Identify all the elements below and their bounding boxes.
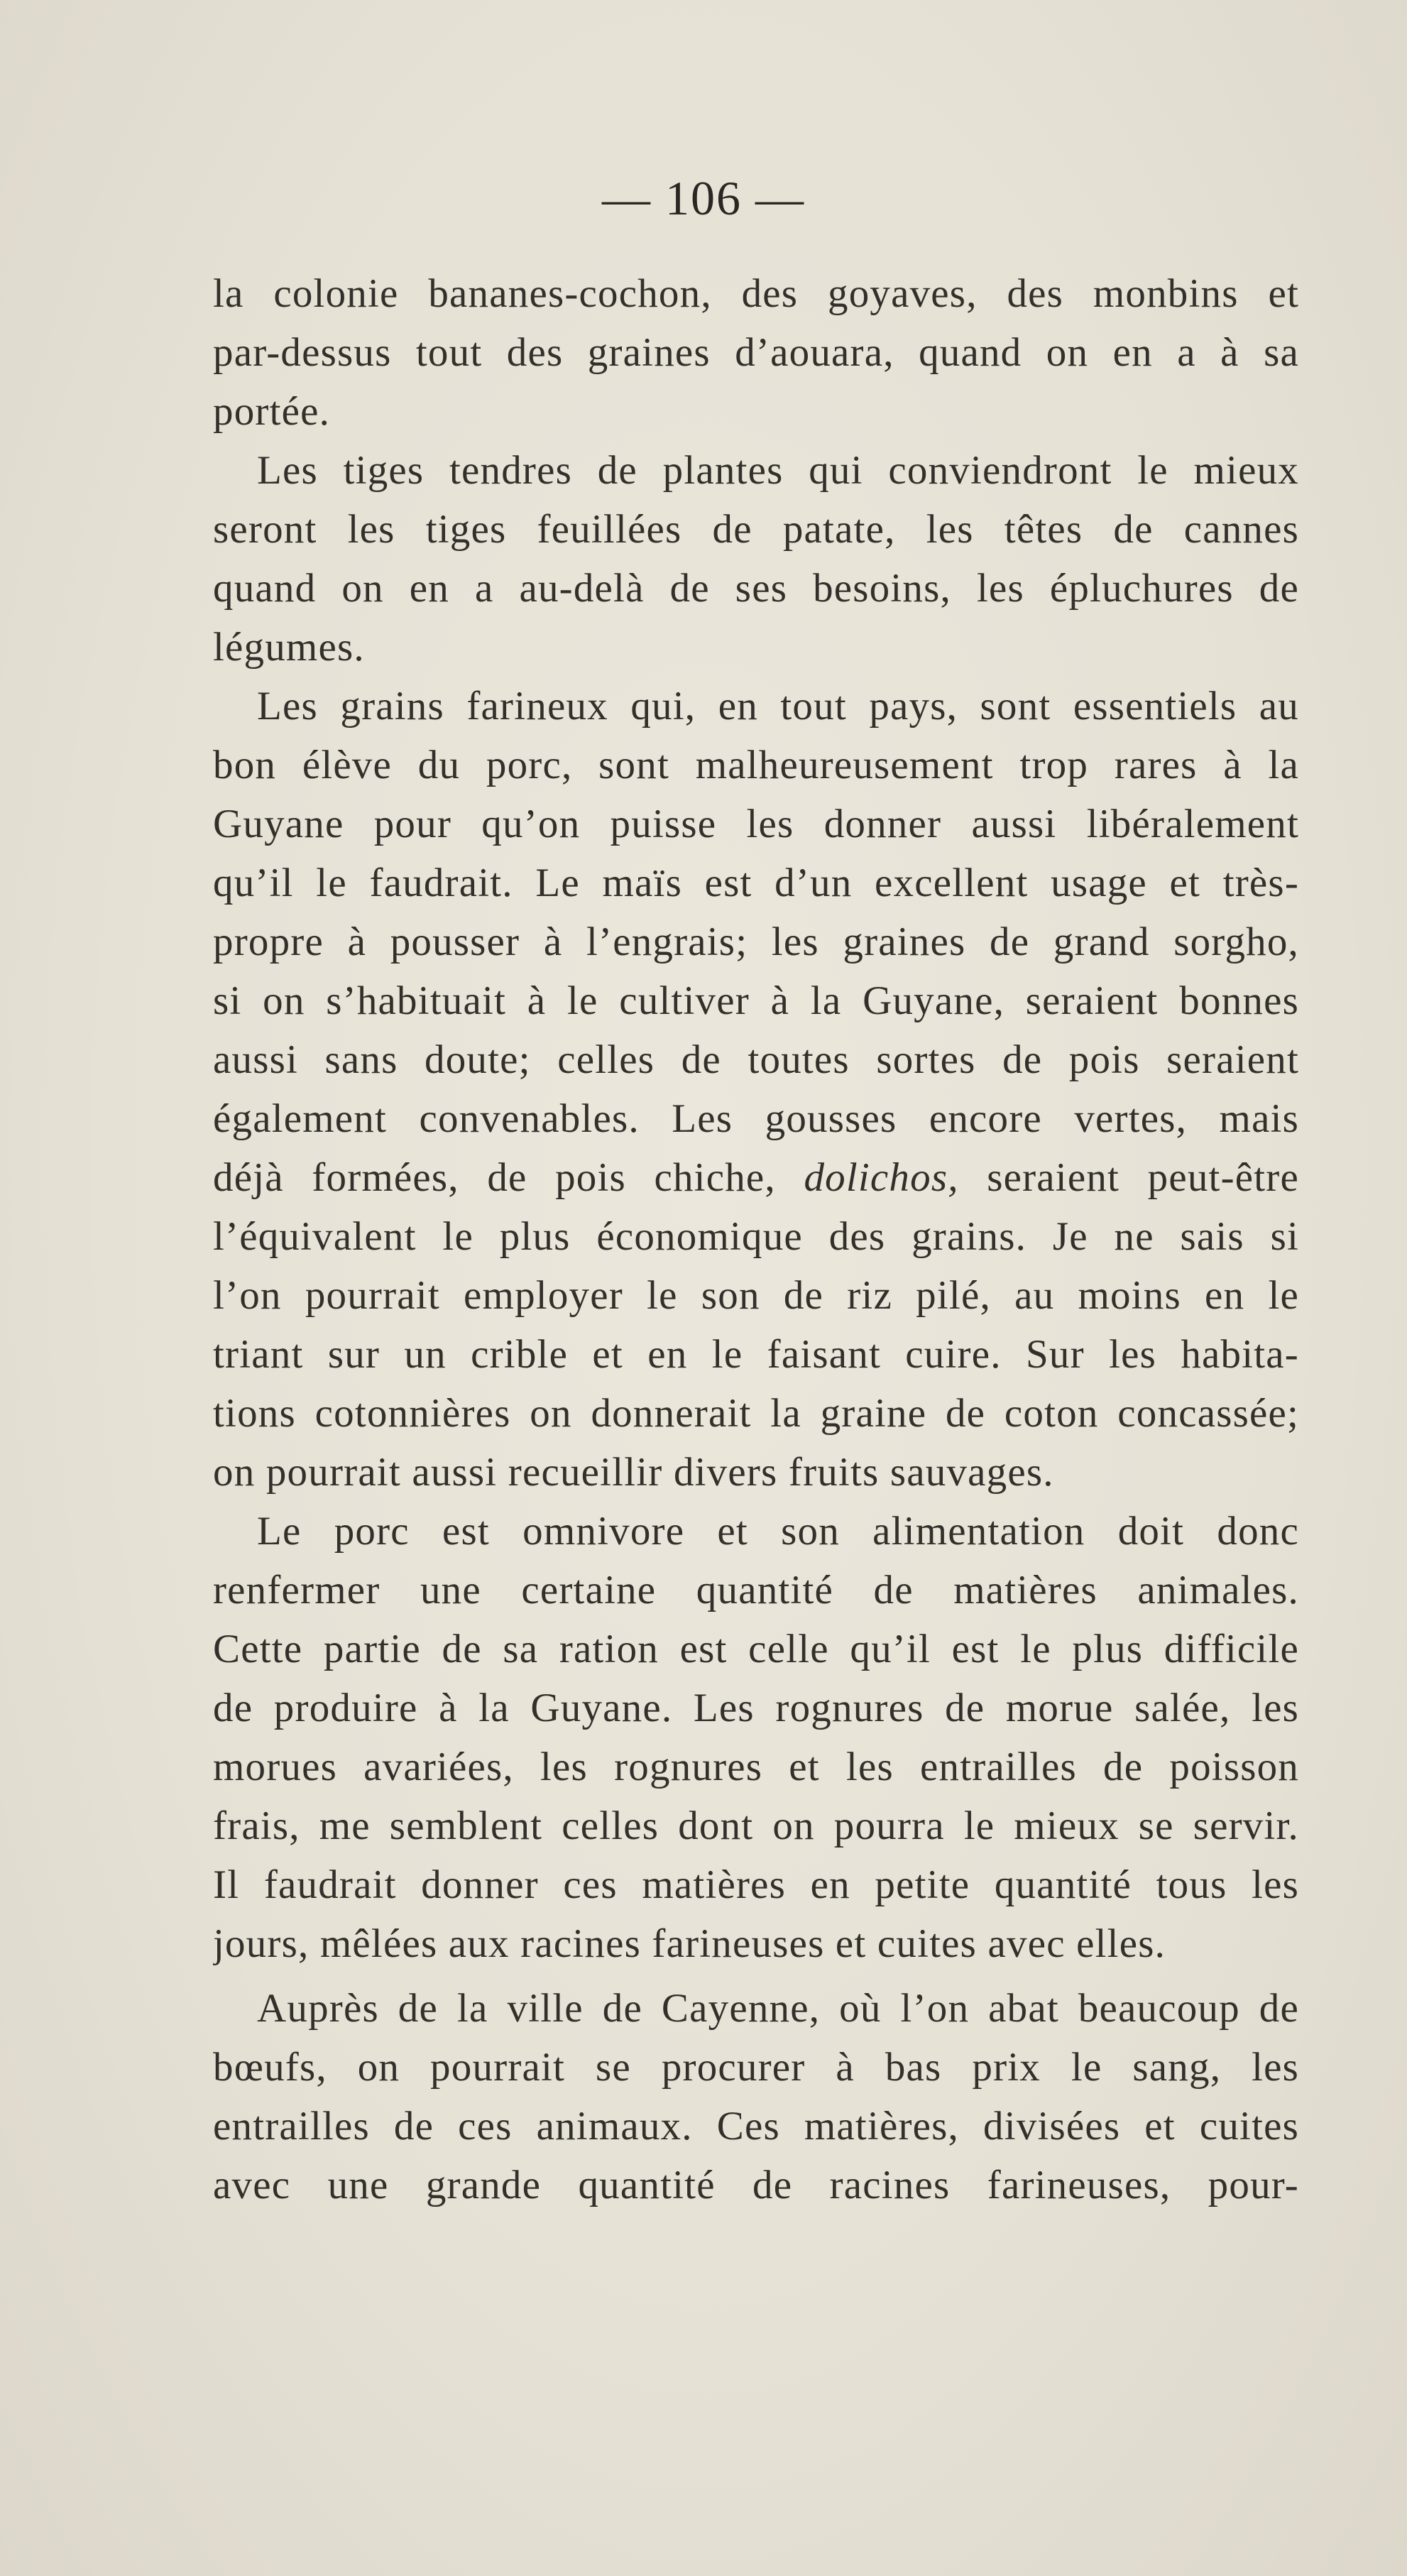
text-line: renfermer une certaine quantité de matières animales. <box>213 1568 1299 1612</box>
text-line: légumes. <box>213 625 365 670</box>
text-line: Guyane pour qu’on puisse les donner aussi libéralement <box>213 802 1299 846</box>
text-line: la colonie bananes-cochon, des goyaves, des monbins et <box>213 271 1299 316</box>
text-line: bœufs, on pourrait se procurer à bas prix le sang, les <box>213 2045 1299 2090</box>
text-line: frais, me semblent celles dont on pourra le mieux se servir. <box>213 1803 1299 1848</box>
text-line: seront les tiges feuillées de patate, les têtes de cannes <box>213 507 1299 552</box>
text-line: tions cotonnières on donnerait la graine de coton concassée; <box>213 1391 1299 1436</box>
text-line: si on s’habituait à le cultiver à la Guyane, seraient bonnes <box>213 978 1299 1023</box>
text-line: morues avariées, les rognures et les entrailles de poisson <box>213 1745 1299 1789</box>
text-line: de produire à la Guyane. Les rognures de morue salée, les <box>213 1686 1299 1730</box>
text-segment: déjà formées, de pois chiche, <box>213 1155 804 1200</box>
text-line: Il faudrait donner ces matières en petite quantité tous les <box>213 1862 1299 1907</box>
text-line: Cette partie de sa ration est celle qu’il est le plus difficile <box>213 1627 1299 1671</box>
text-line: Auprès de la ville de Cayenne, où l’on abat beaucoup de <box>257 1986 1299 2031</box>
text-line: Le porc est omnivore et son alimentation doit donc <box>257 1509 1299 1554</box>
text-line: qu’il le faudrait. Le maïs est d’un excellent usage et très- <box>213 861 1299 905</box>
text-line: avec une grande quantité de racines farineuses, pour- <box>213 2163 1299 2207</box>
text-segment: seraient peut-être <box>958 1155 1299 1200</box>
text-line: entrailles de ces animaux. Ces matières, divisées et cuites <box>213 2104 1299 2149</box>
text-line: Les tiges tendres de plantes qui conviendront le mieux <box>257 448 1299 493</box>
text-line: propre à pousser à l’engrais; les graines de grand sorgho, <box>213 919 1299 964</box>
text-line: triant sur un crible et en le faisant cuire. Sur les habita- <box>213 1332 1299 1377</box>
text-line: bon élève du porc, sont malheureusement trop rares à la <box>213 743 1299 787</box>
text-line: l’on pourrait employer le son de riz pilé, au moins en le <box>213 1273 1299 1318</box>
text-line: Les grains farineux qui, en tout pays, sont essentiels au <box>257 684 1299 728</box>
text-line: quand on en a au-delà de ses besoins, les épluchures de <box>213 566 1299 611</box>
text-line: on pourrait aussi recueillir divers fruits sauvages. <box>213 1450 1054 1495</box>
text-line: aussi sans doute; celles de toutes sortes de pois seraient <box>213 1037 1299 1082</box>
text-line: également convenables. Les gousses encore vertes, mais <box>213 1096 1299 1141</box>
page-number: — 106 — <box>602 171 805 225</box>
body-text <box>213 264 1299 2215</box>
text-line-with-italic <box>213 1148 1299 1207</box>
text-line: par-dessus tout des graines d’aouara, quand on en a à sa <box>213 330 1299 375</box>
italic-term-dolichos: dolichos, <box>804 1155 959 1200</box>
text-line: jours, mêlées aux racines farineuses et cuites avec elles. <box>213 1921 1166 1966</box>
text-line: l’équivalent le plus économique des grains. Je ne sais si <box>213 1214 1299 1259</box>
text-line: portée. <box>213 389 331 434</box>
